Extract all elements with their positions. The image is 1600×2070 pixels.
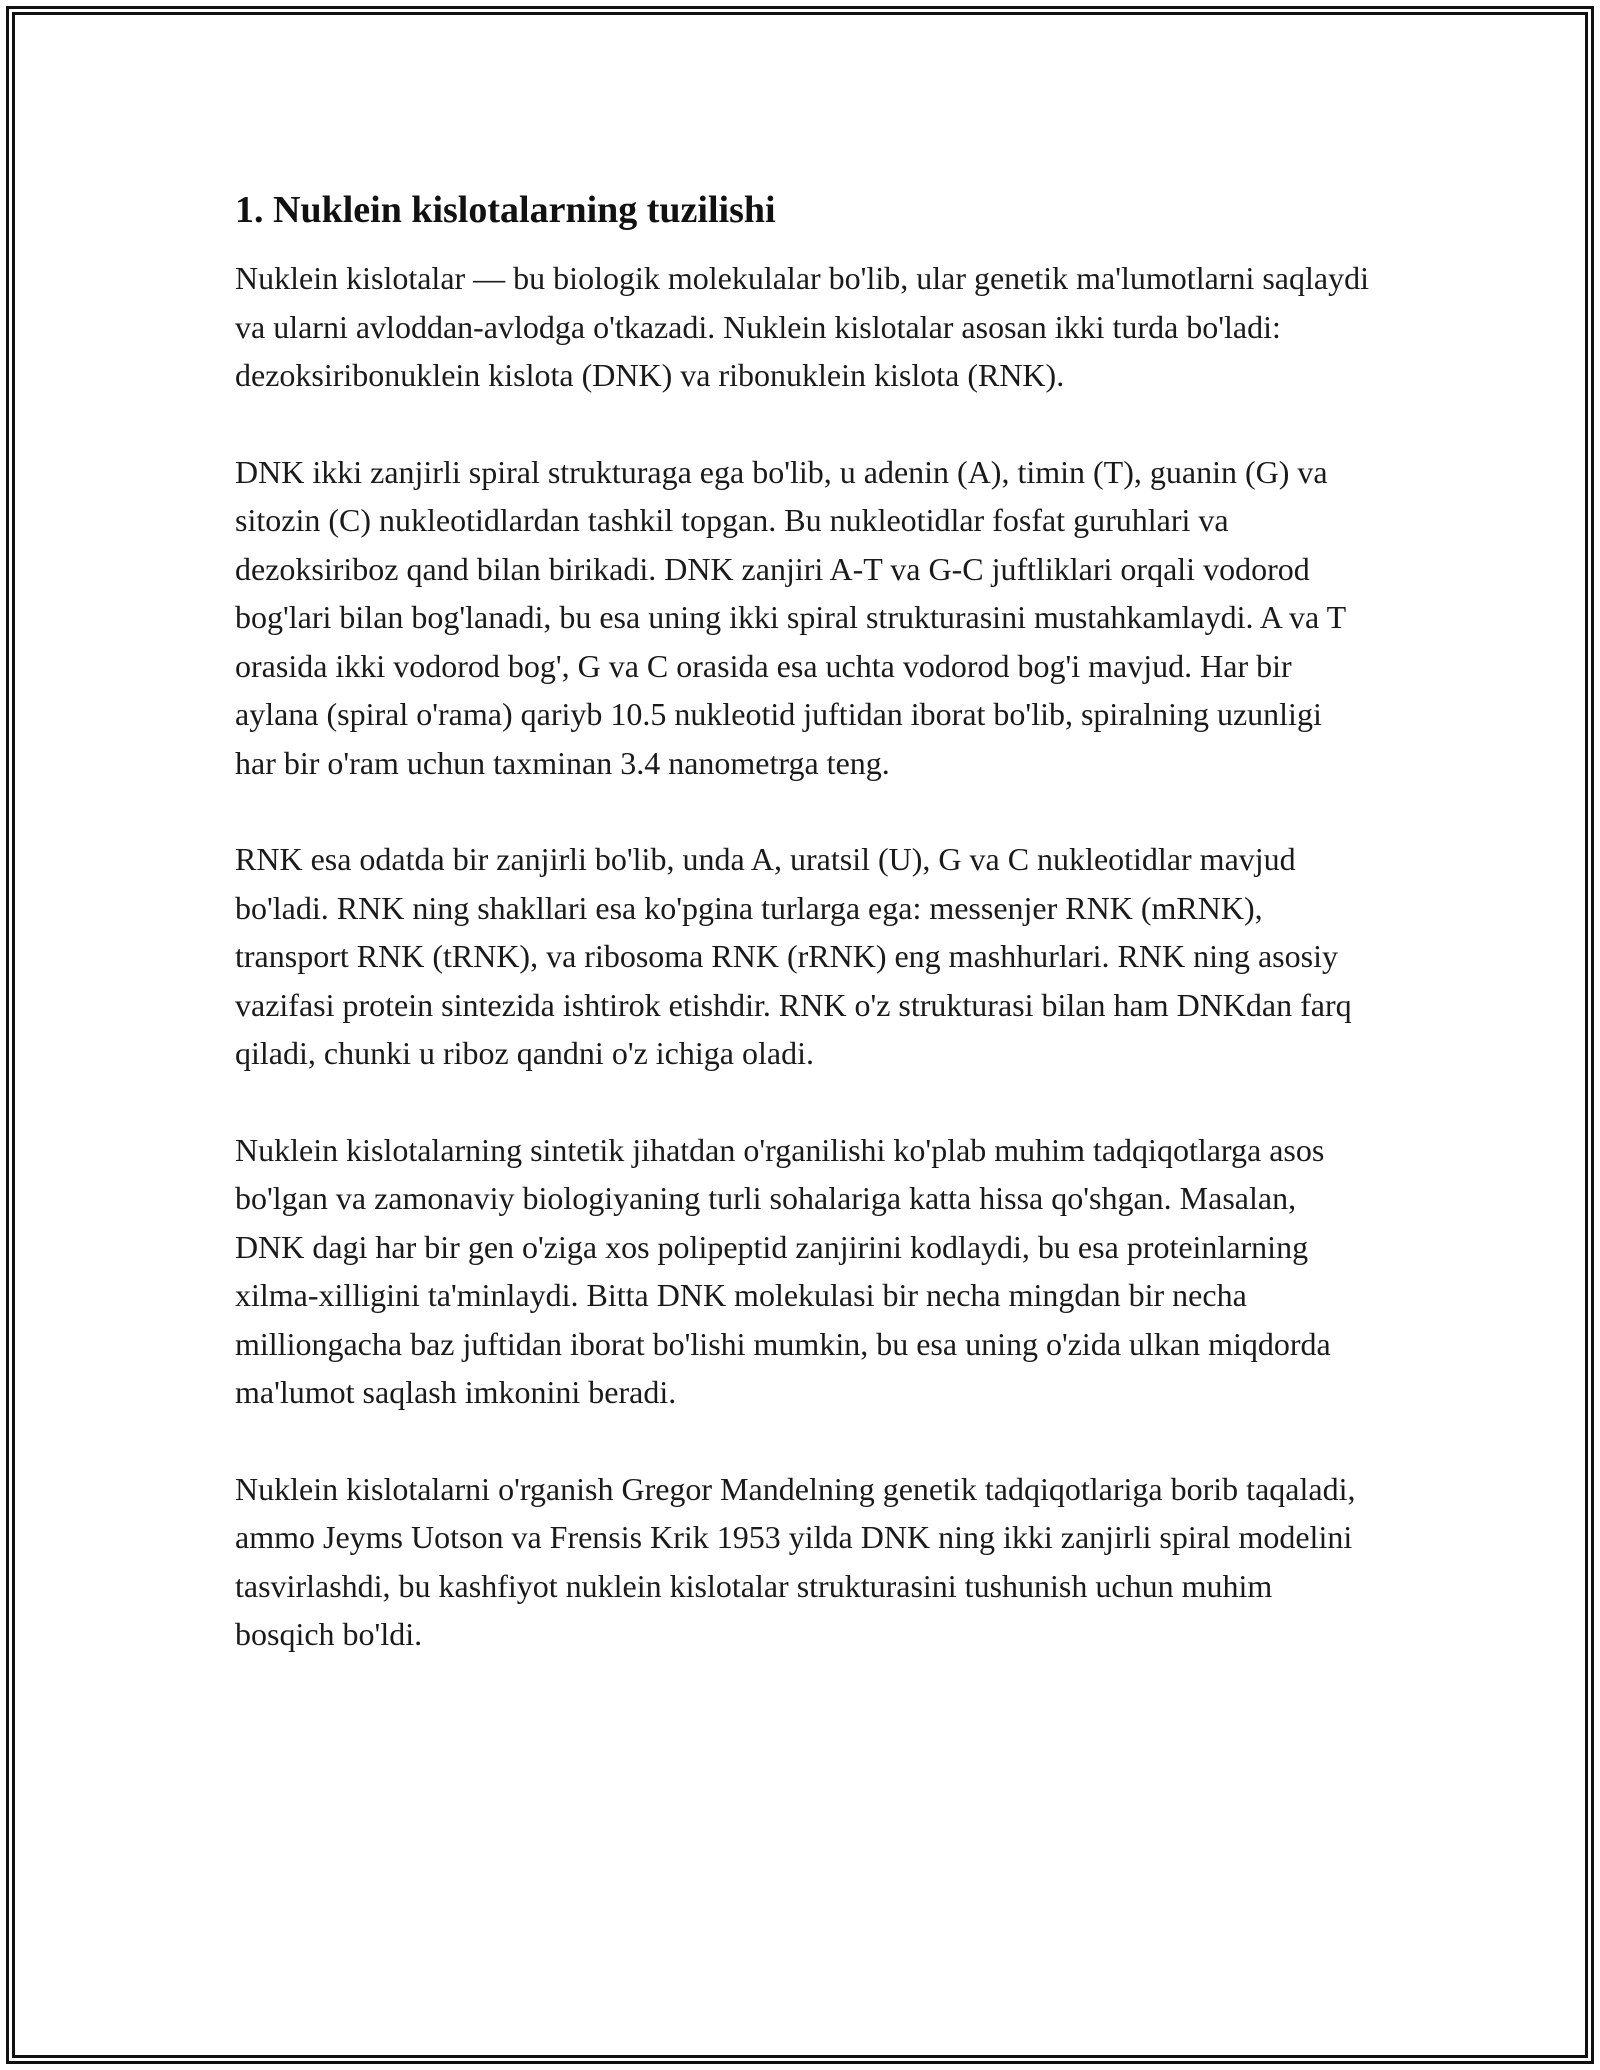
paragraph-history: Nuklein kislotalarni o'rganish Gregor Mandelning genetik tadqiqotlariga borib taqaladi, ammo Jeyms Uotson va Frensis Krik 1953 yilda DNK ning ikki zanjirli spiral modelini tasvirlashdi, bu kashfiyot nuklein kislotalar strukturasini tushunish uchun muhim bosqich bo'ldi. — [235, 1470, 1356, 1652]
section-heading: 1. Nuklein kislotalarning tuzilishi — [235, 189, 776, 231]
paragraph-intro: Nuklein kislotalar — bu biologik molekulalar bo'lib, ular genetik ma'lumotlarni saqlaydi va ularni avloddan-avlodga o'tkazadi. Nuklein kislotalar asosan ikki turda bo'ladi: dezoksiribonuklein kislota (DNK) va ribonuklein kislota (RNK). — [235, 260, 1369, 393]
paragraph-research: Nuklein kislotalarning sintetik jihatdan o'rganilishi ko'plab muhim tadqiqotlarga asos bo'lgan va zamonaviy biologiyaning turli sohalariga katta hissa qo'shgan. Masalan, DNK dagi har bir gen o'ziga xos polipeptid zanjirini kodlaydi, bu esa proteinlarning xilma-xilligini ta'minlaydi. Bitta DNK molekulasi bir necha mingdan bir necha milliongacha baz juftidan iborat bo'lishi mumkin, bu esa uning o'zida ulkan miqdorda ma'lumot saqlash imkonini beradi. — [235, 1131, 1331, 1410]
paragraph-rnk: RNK esa odatda bir zanjirli bo'lib, unda A, uratsil (U), G va C nukleotidlar mavjud bo'ladi. RNK ning shakllari esa ko'pgina turlarga ega: messenjer RNK (mRNK), transport RNK (tRNK), va ribosoma RNK (rRNK) eng mashhurlari. RNK ning asosiy vazifasi protein sintezida ishtirok etishdir. RNK o'z strukturasi bilan ham DNKdan farq qiladi, chunki u riboz qandni o'z ichiga oladi. — [235, 841, 1352, 1071]
document-body — [235, 186, 1370, 1707]
paragraph-dnk: DNK ikki zanjirli spiral strukturaga ega bo'lib, u adenin (A), timin (T), guanin (G) va sitozin (C) nukleotidlardan tashkil topgan. Bu nukleotidlar fosfat guruhlari va dezoksiriboz qand bilan birikadi. DNK zanjiri A-T va G-C juftliklari orqali vodorod bog'lari bilan bog'lanadi, bu esa uning ikki spiral strukturasini mustahkamlaydi. A va T orasida ikki vodorod bog', G va C orasida esa uchta vodorod bog'i mavjud. Har bir aylana (spiral o'rama) qariyb 10.5 nukleotid juftidan iborat bo'lib, spiralning uzunligi har bir o'ram uchun taxminan 3.4 nanometrga teng. — [235, 453, 1346, 781]
